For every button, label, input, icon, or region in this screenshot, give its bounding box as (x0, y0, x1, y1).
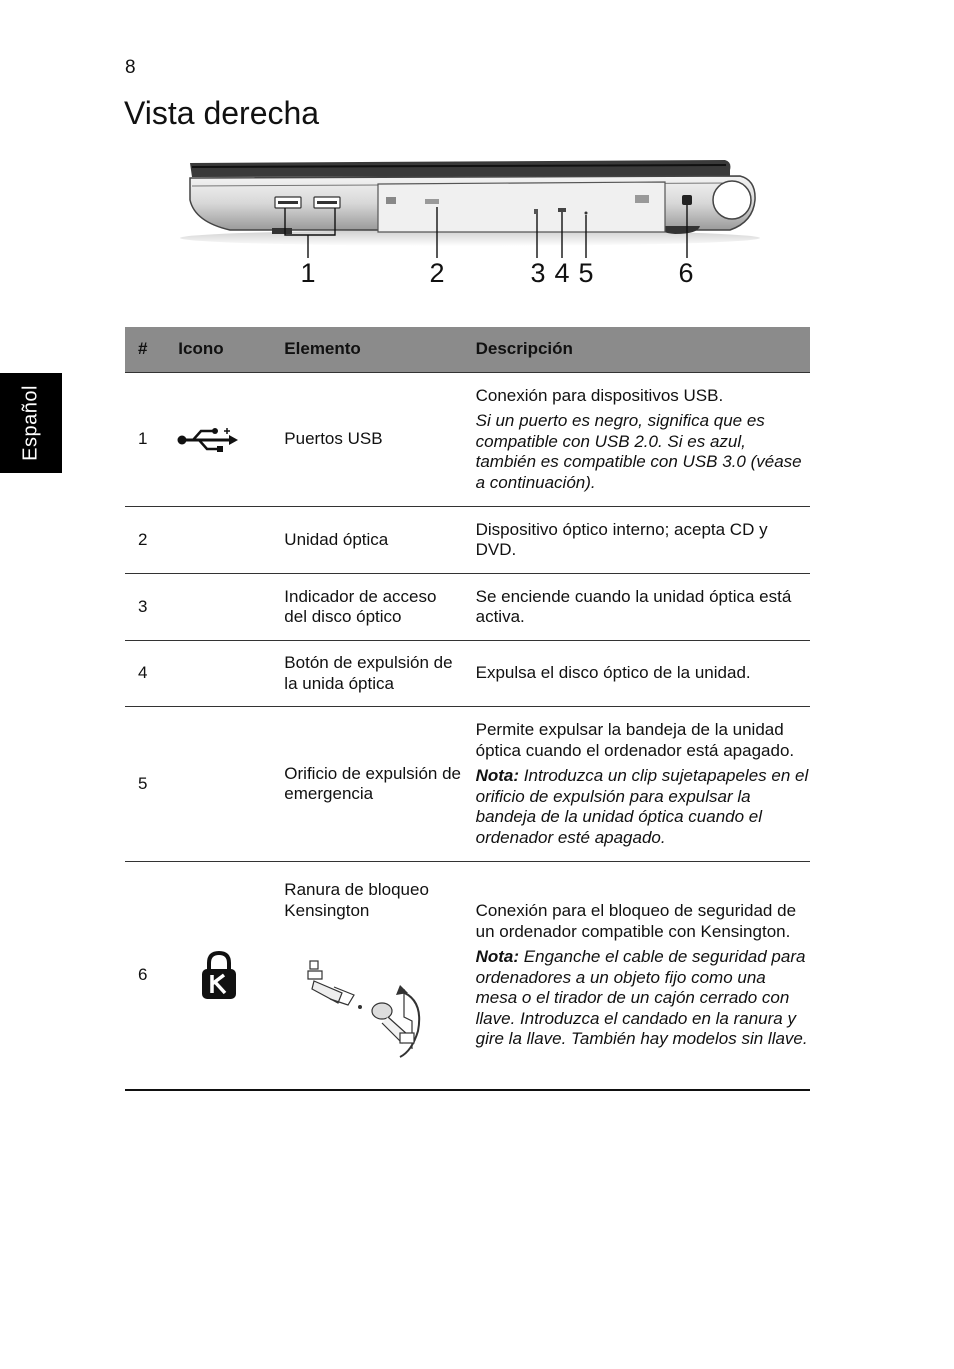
eject-button (558, 208, 566, 212)
row-element: Botón de expulsión de la unida óptica (271, 641, 462, 707)
row-number: 6 (125, 862, 165, 1090)
callout-5: 5 (578, 258, 594, 288)
row-element: Indicador de acceso del disco óptico (271, 574, 462, 641)
row-number: 2 (125, 507, 165, 574)
kensington-slot (682, 195, 692, 205)
note-text: Enganche el cable de seguridad para ordenadores a un objeto fijo como una mesa o el tirador de un cajón cerrado con llave. Introduzca el candado en la ranura y gire la llave. También hay modelos sin llave. (475, 947, 808, 1048)
table-row (125, 574, 810, 641)
row-element: Ranura de bloqueo Kensington (284, 880, 429, 920)
usb-icon (177, 425, 239, 455)
row-description: Conexión para dispositivos USB. (475, 385, 724, 405)
components-table (125, 327, 810, 1091)
row-note (476, 766, 810, 848)
row-description: Conexión para el bloqueo de seguridad de un ordenador compatible con Kensington. (475, 901, 797, 941)
row-element: Unidad óptica (271, 507, 462, 574)
kensington-lock-icon (199, 949, 239, 1001)
table-row (125, 707, 810, 862)
header-number: # (125, 327, 165, 373)
row-number: 4 (125, 641, 165, 707)
header-icon: Icono (165, 327, 271, 373)
note-text: Introduzca un clip sujetapapeles en el orificio de expulsión para expulsar la bandeja de la unidad óptica cuando el ordenador esté apagado. (475, 766, 809, 847)
side-tab-label: Español (19, 385, 42, 461)
table-row (125, 641, 810, 707)
callout-6: 6 (678, 258, 694, 288)
row-description: Expulsa el disco óptico de la unidad. (475, 663, 751, 683)
lock-cable-illustration (304, 959, 434, 1059)
emergency-eject-hole (585, 212, 588, 215)
laptop-lid (190, 160, 730, 177)
table-header-row (125, 327, 810, 373)
table-row (125, 507, 810, 574)
language-side-tab (0, 373, 62, 473)
page-number: 8 (125, 57, 136, 78)
optical-drive (378, 182, 665, 232)
callout-1: 1 (300, 258, 316, 288)
row-description-note: Si un puerto es negro, significa que es compatible con USB 2.0. Si es azul, también es compatible con USB 3.0 (véase a continuación). (475, 411, 802, 492)
note-label: Nota: (475, 947, 520, 966)
row-number: 5 (125, 707, 165, 862)
row-description: Dispositivo óptico interno; acepta CD y DVD. (475, 519, 768, 559)
row-number: 3 (125, 574, 165, 641)
page-title: Vista derecha (124, 95, 320, 131)
header-element: Elemento (271, 327, 462, 373)
row-description: Permite expulsar la bandeja de la unidad óptica cuando el ordenador está apagado. (475, 720, 795, 760)
access-indicator (534, 209, 538, 214)
foot-front (272, 228, 292, 234)
row-number: 1 (125, 373, 165, 507)
table-row (125, 862, 810, 1090)
table-row (125, 373, 810, 507)
row-element: Orificio de expulsión de emergencia (271, 707, 462, 862)
header-description: Descripción (463, 327, 810, 373)
note-label: Nota: (475, 766, 520, 785)
callout-2: 2 (429, 258, 445, 288)
row-element: Puertos USB (271, 373, 462, 507)
row-description: Se enciende cuando la unidad óptica está activa. (475, 586, 792, 626)
callout-3: 3 (530, 258, 546, 288)
row-note (476, 947, 810, 1050)
callout-4: 4 (554, 258, 570, 288)
hinge (713, 181, 751, 219)
